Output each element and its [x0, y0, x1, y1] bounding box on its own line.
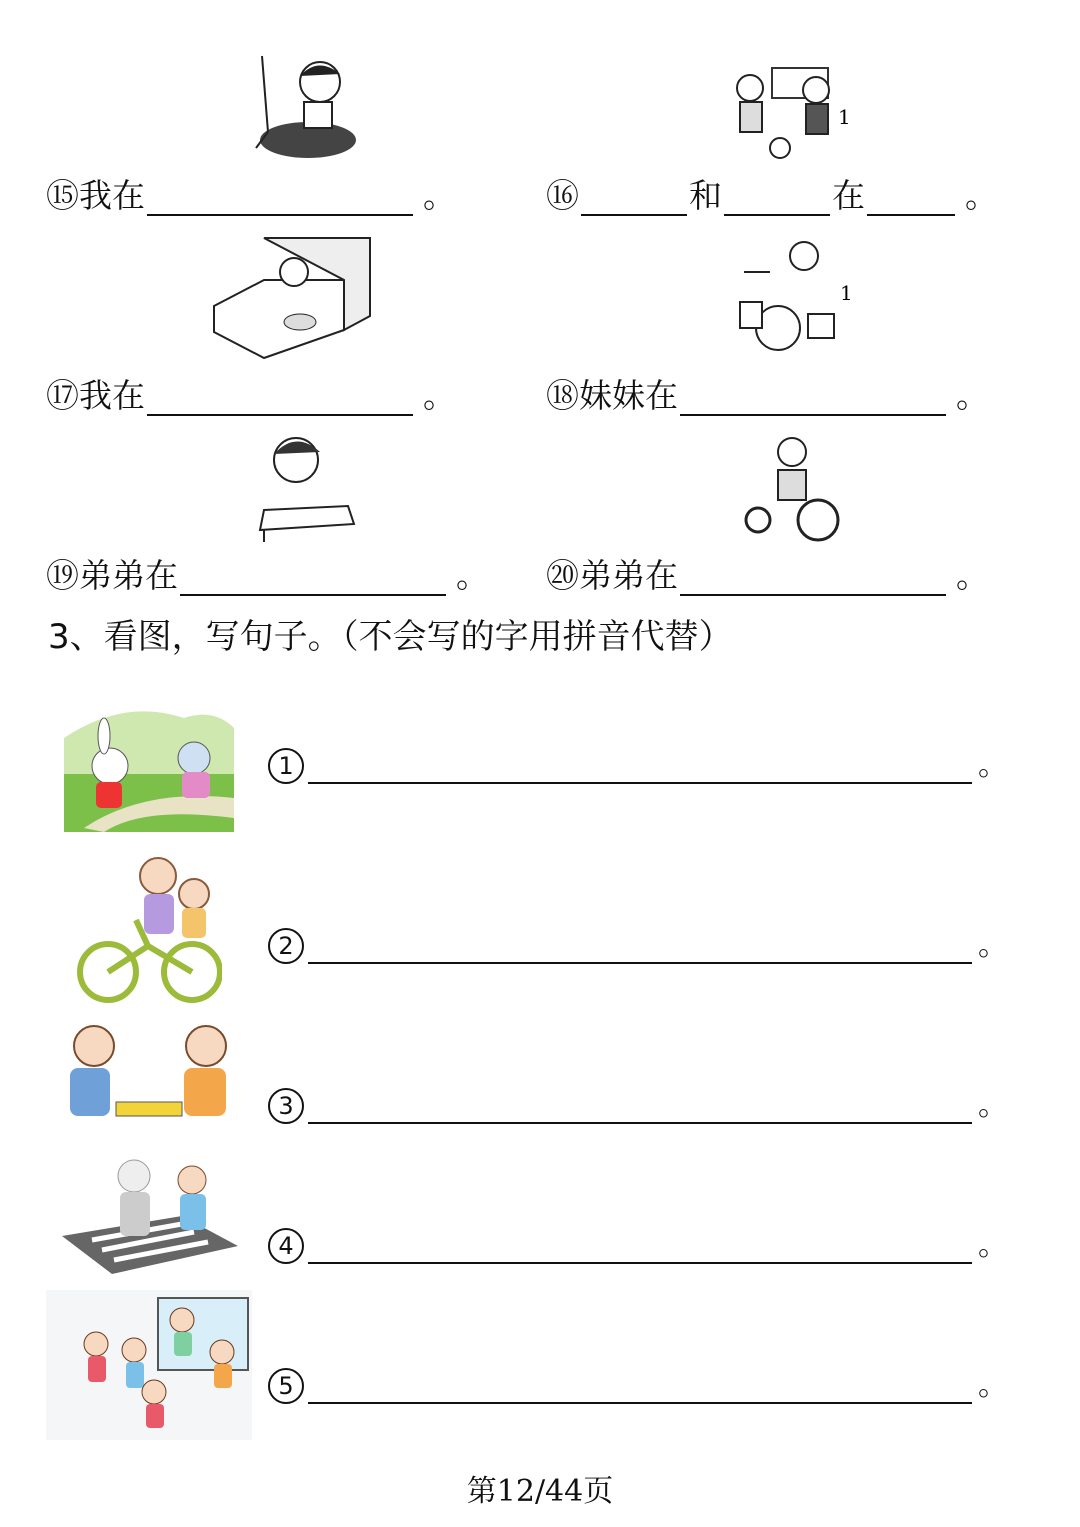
item-17	[46, 376, 456, 416]
sentence-1	[268, 740, 1008, 784]
boy-cleaning-picture	[204, 236, 374, 360]
sentence-number: 4	[268, 1228, 304, 1264]
sentence-number: 5	[268, 1368, 304, 1404]
connector-text: 和	[689, 176, 722, 215]
answer-blank[interactable]	[147, 180, 413, 216]
item-15	[46, 176, 456, 216]
sentence-5	[268, 1360, 1008, 1404]
sentence-answer-line[interactable]	[308, 1372, 972, 1404]
item-19	[46, 556, 489, 596]
svg-text:1: 1	[840, 281, 853, 305]
sentence-number: 3	[268, 1088, 304, 1124]
children-chess-picture	[62, 1016, 240, 1138]
sentence-answer-line[interactable]	[308, 752, 972, 784]
sentence-number: 2	[268, 928, 304, 964]
period: 。	[423, 176, 456, 215]
boy-fishing-picture	[228, 52, 358, 162]
sentence-4	[268, 1220, 1008, 1264]
period: 。	[423, 376, 456, 415]
item-number: ⑯	[546, 176, 579, 215]
girl-drums-picture	[730, 232, 854, 356]
section-3-title: 3、看图，写句子。（不会写的字用拼音代替）	[48, 617, 733, 657]
answer-blank[interactable]	[581, 180, 687, 216]
item-20	[546, 556, 989, 596]
answer-blank[interactable]	[867, 180, 955, 216]
sentence-2	[268, 920, 1008, 964]
answer-blank[interactable]	[680, 560, 946, 596]
item-number: ⑲	[46, 556, 79, 595]
period: 。	[956, 376, 989, 415]
boy-tricycle-picture	[740, 430, 844, 546]
sentence-answer-line[interactable]	[308, 932, 972, 964]
item-prefix: 我在	[79, 176, 145, 215]
period: 。	[956, 556, 989, 595]
item-18	[546, 376, 989, 416]
period: 。	[978, 748, 1008, 783]
svg-text:1: 1	[838, 105, 851, 129]
item-number: ⑰	[46, 376, 79, 415]
answer-blank[interactable]	[147, 380, 413, 416]
father-girl-bicycle-picture	[76, 850, 222, 1006]
sentence-answer-line[interactable]	[308, 1232, 972, 1264]
answer-blank[interactable]	[180, 560, 446, 596]
boys-soccer-picture	[728, 62, 852, 164]
sentence-number: 1	[268, 748, 304, 784]
cleaning-classroom-picture	[46, 1290, 252, 1440]
item-prefix: 弟弟在	[79, 556, 178, 595]
item-number: ⑱	[546, 376, 579, 415]
period: 。	[978, 1088, 1008, 1123]
item-16	[546, 176, 998, 216]
connector-text: 在	[832, 176, 865, 215]
item-prefix: 弟弟在	[579, 556, 678, 595]
rabbit-dog-picture	[64, 678, 234, 832]
sentence-3	[268, 1080, 1008, 1124]
period: 。	[978, 1368, 1008, 1403]
page-number: 第12/44页	[466, 1474, 614, 1509]
item-number: ⑮	[46, 176, 79, 215]
period: 。	[965, 176, 998, 215]
period: 。	[978, 928, 1008, 963]
period: 。	[978, 1228, 1008, 1263]
item-prefix: 我在	[79, 376, 145, 415]
helping-grandpa-picture	[62, 1156, 238, 1278]
sentence-answer-line[interactable]	[308, 1092, 972, 1124]
answer-blank[interactable]	[680, 380, 946, 416]
item-prefix: 妹妹在	[579, 376, 678, 415]
item-number: ⑳	[546, 556, 579, 595]
answer-blank[interactable]	[724, 180, 830, 216]
boy-studying-picture	[256, 430, 356, 544]
period: 。	[456, 556, 489, 595]
